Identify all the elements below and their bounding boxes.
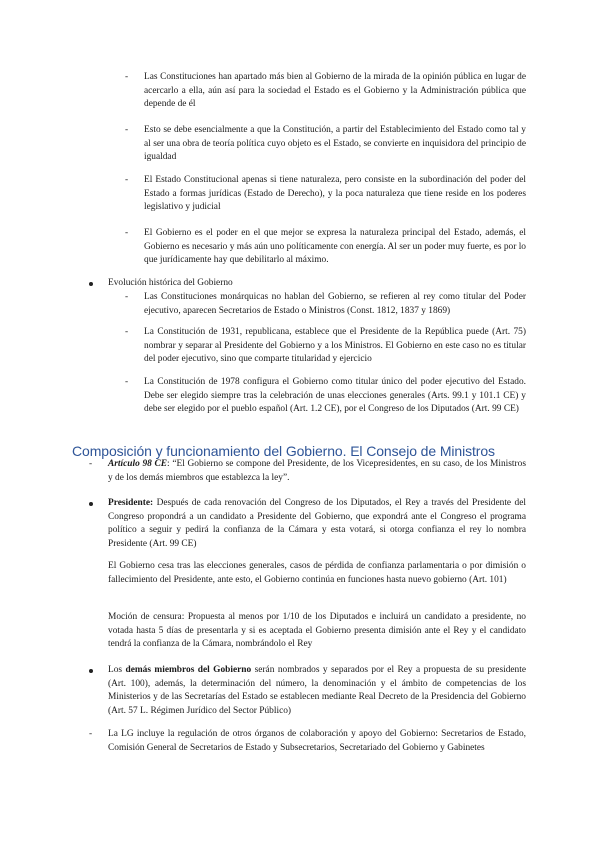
- bullet-dot: [89, 282, 93, 286]
- mocion-paragraph: Moción de censura: Propuesta al menos por 1/10 de los Diputados e incluirá un candidato a presidente, no votada hasta 5 días de presentarla y si es aceptada el Gobierno presenta dimisión ante el Rey y el candidato tendrá la confianza de la Cámara, nombrándolo el Rey: [108, 612, 526, 650]
- presidente-label: Presidente:: [108, 498, 154, 508]
- bullet-dot: [89, 669, 93, 673]
- demas-text: serán nombrados y separados por el Rey a propuesta de su presidente (Art. 100), además, la determinación del número, la denominación y el ámbito de competencias de los Ministerios y de las Secretarías del Estado se establecen mediante Real Decreto de la Presidencia del Gobierno (Art. 57 L. Régimen Jurídico del Sector Público): [108, 665, 527, 716]
- dash-bullet: -: [89, 459, 93, 469]
- dash-bullet: -: [125, 292, 129, 302]
- evolucion-item-2: La Constitución de 1931, republicana, establece que el Presidente de la República puede (Art. 75) nombrar y separar al Presidente del Gobierno y a los Ministros. El Gobierno en este caso no es titular del poder ejecutivo, sino que comparte titularidad y ejercicio: [144, 327, 526, 365]
- demas-pre: Los: [108, 665, 126, 675]
- dash-bullet: -: [125, 125, 129, 135]
- art98-text: : “El Gobierno se compone del Presidente, de los Vicepresidentes, en su caso, de los Ministros y de los demás miembros que establezca la ley”.: [108, 459, 526, 483]
- intro-item-1: Las Constituciones han apartado más bien al Gobierno de la mirada de la opinión pública en lugar de acercarlo a ella, aún así para la sociedad el Estado es el Gobierno y la Administración pública que depende de él: [144, 72, 526, 110]
- intro-item-4: El Gobierno es el poder en el que mejor se expresa la naturaleza principal del Estado, además, el Gobierno es necesario y más aún uno políticamente con energía. Al ser un poder muy fuerte, es por lo que jurídicamente hay que debilitarlo al máximo.: [144, 228, 526, 266]
- art98-paragraph: [108, 458, 526, 485]
- presidente-paragraph: [108, 497, 526, 551]
- evolucion-item-1: Las Constituciones monárquicas no hablan del Gobierno, se refieren al rey como titular del Poder ejecutivo, aparecen Secretarios de Estado o Ministros (Const. 1812, 1837 y 1869): [144, 292, 526, 316]
- demas-miembros-paragraph: [108, 664, 526, 718]
- dash-bullet: -: [89, 729, 93, 739]
- dash-bullet: -: [125, 228, 129, 238]
- dash-bullet: -: [125, 72, 129, 82]
- dash-bullet: -: [125, 377, 129, 387]
- art98-label: Artículo 98 CE: [108, 459, 168, 469]
- dash-bullet: -: [125, 175, 129, 185]
- demas-label: demás miembros del Gobierno: [125, 665, 252, 675]
- section-heading: Composición y funcionamiento del Gobierno. El Consejo de Ministros: [72, 443, 495, 459]
- evolucion-item-3: La Constitución de 1978 configura el Gobierno como titular único del poder ejecutivo del Estado. Debe ser elegido siempre tras la celebración de unas elecciones generales (Arts. 99.1 y 101.1 CE) y debe ser elegido por el pueblo español (Art. 1.2 CE), por el Congreso de los Diputados (Art. 99 CE): [144, 377, 526, 415]
- dash-bullet: -: [125, 327, 129, 337]
- evolucion-title: Evolución histórica del Gobierno: [108, 278, 233, 288]
- intro-item-3: El Estado Constitucional apenas si tiene naturaleza, pero consiste en la subordinación del poder del Estado a formas jurídicas (Estado de Derecho), y la poca naturaleza que tiene reside en los poderes legislativo y judicial: [144, 175, 526, 213]
- intro-item-2: Esto se debe esencialmente a que la Constitución, a partir del Establecimiento del Estado como tal y al ser una obra de teoría política cuyo objeto es el Estado, se convierte en inquisidora del principio de igualdad: [144, 125, 526, 163]
- presidente-text: Después de cada renovación del Congreso de los Diputados, el Rey a través del Presidente del Congreso propondrá a un candidato a Presidente del Gobierno, que expondrá ante el Congreso el programa político a seguir y pedirá la confianza de la Cámara y esta votará, si otorga confianza el rey lo nombra Presidente (Art. 99 CE): [108, 498, 526, 549]
- bullet-dot: [89, 502, 93, 506]
- lg-paragraph: La LG incluye la regulación de otros órganos de colaboración y apoyo del Gobierno: Secretarios de Estado, Comisión General de Secretarios de Estado y Subsecretarios, Secretariado del Gobierno y Gabinetes: [108, 729, 526, 753]
- cese-paragraph: El Gobierno cesa tras las elecciones generales, casos de pérdida de confianza parlamentaria o por dimisión o fallecimiento del Presidente, ante esto, el Gobierno continúa en funciones hasta nuevo gobierno (Art. 101): [108, 561, 526, 585]
